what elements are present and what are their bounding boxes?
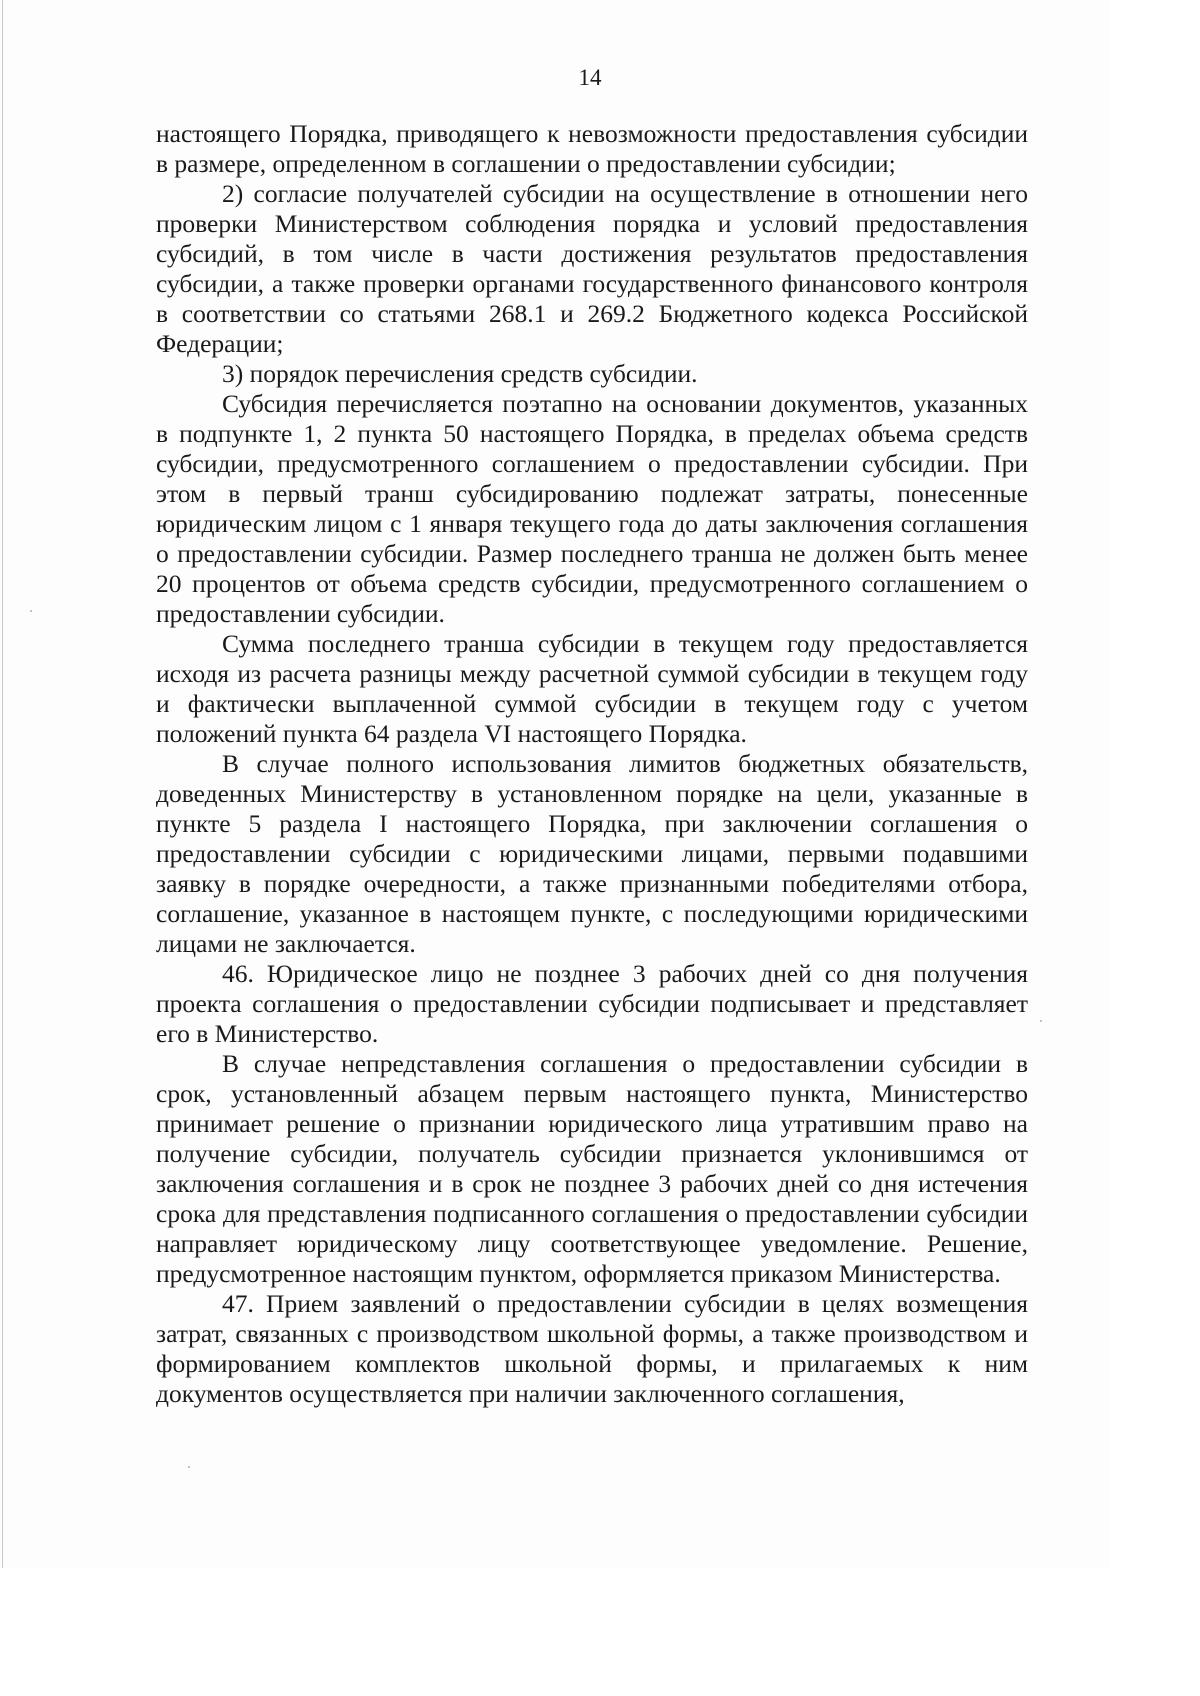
paragraph-non-submission: В случае непредставления соглашения о предоставлении субсидии в срок, установленный абзацем первым настоящего пункта, Министерство принимает решение о признании юридического лица утратившим право на получение субсидии, получатель субсидии признается уклонившимся от заключения соглашения и в срок не позднее 3 рабочих дней со дня истечения срока для представления подписанного соглашения о предоставлении субсидии направляет юридическому лицу соответствующее уведомление. Решение, предусмотренное настоящим пунктом, оформляется приказом Министерства. (156, 1049, 1028, 1288)
scan-speck (188, 1466, 190, 1468)
paragraph-limits-used: В случае полного использования лимитов бюджетных обязательств, доведенных Министерству в установленном порядке на цели, указанные в пункте 5 раздела I настоящего Порядка, при заключении соглашения о предоставлении субсидии с юридическими лицами, первыми подавшими заявку в порядке очередности, а также признанными победителями отбора, соглашение, указанное в настоящем пункте, с последующими юридическими лицами не заключается. (156, 749, 1028, 958)
paragraph-last-tranche: Сумма последнего транша субсидии в текущем году предоставляется исходя из расчета разницы между расчетной суммой субсидии в текущем году и фактически выплаченной суммой субсидии в текущем году с учетом положений пункта 64 раздела VI настоящего Порядка. (156, 629, 1028, 748)
page-number: 14 (578, 65, 602, 90)
paragraph-clause-46: 46. Юридическое лицо не позднее 3 рабочих дней со дня получения проекта соглашения о предоставлении субсидии подписывает и представляет его в Министерство. (156, 959, 1028, 1048)
scan-edge (2, 0, 3, 1568)
paragraph-item-3: 3) порядок перечисления средств субсидии. (222, 359, 698, 388)
scan-speck (30, 610, 32, 612)
paragraph-continuation: настоящего Порядка, приводящего к невозможности предоставления субсидии в размере, определенном в соглашении о предоставлении субсидии; (156, 119, 1028, 178)
paragraph-item-2: 2) согласие получателей субсидии на осуществление в отношении него проверки Министерством соблюдения порядка и условий предоставления субсидий, в том числе в части достижения результатов предоставления субсидии, а также проверки органами государственного финансового контроля в соответствии со статьями 268.1 и 269.2 Бюджетного кодекса Российской Федерации; (156, 179, 1028, 358)
document-body (156, 119, 1028, 1409)
paragraph-transfer-stages: Субсидия перечисляется поэтапно на основании документов, указанных в подпункте 1, 2 пункта 50 настоящего Порядка, в пределах объема средств субсидии, предусмотренного соглашением о предоставлении субсидии. При этом в первый транш субсидированию подлежат затраты, понесенные юридическим лицом с 1 января текущего года до даты заключения соглашения о предоставлении субсидии. Размер последнего транша не должен быть менее 20 процентов от объема средств субсидии, предусмотренного соглашением о предоставлении субсидии. (156, 389, 1028, 628)
scan-speck (1040, 1020, 1042, 1022)
paragraph-clause-47: 47. Прием заявлений о предоставлении субсидии в целях возмещения затрат, связанных с производством школьной формы, а также производством и формированием комплектов школьной формы, и прилагаемых к ним документов осуществляется при наличии заключенного соглашения, (156, 1289, 1028, 1408)
